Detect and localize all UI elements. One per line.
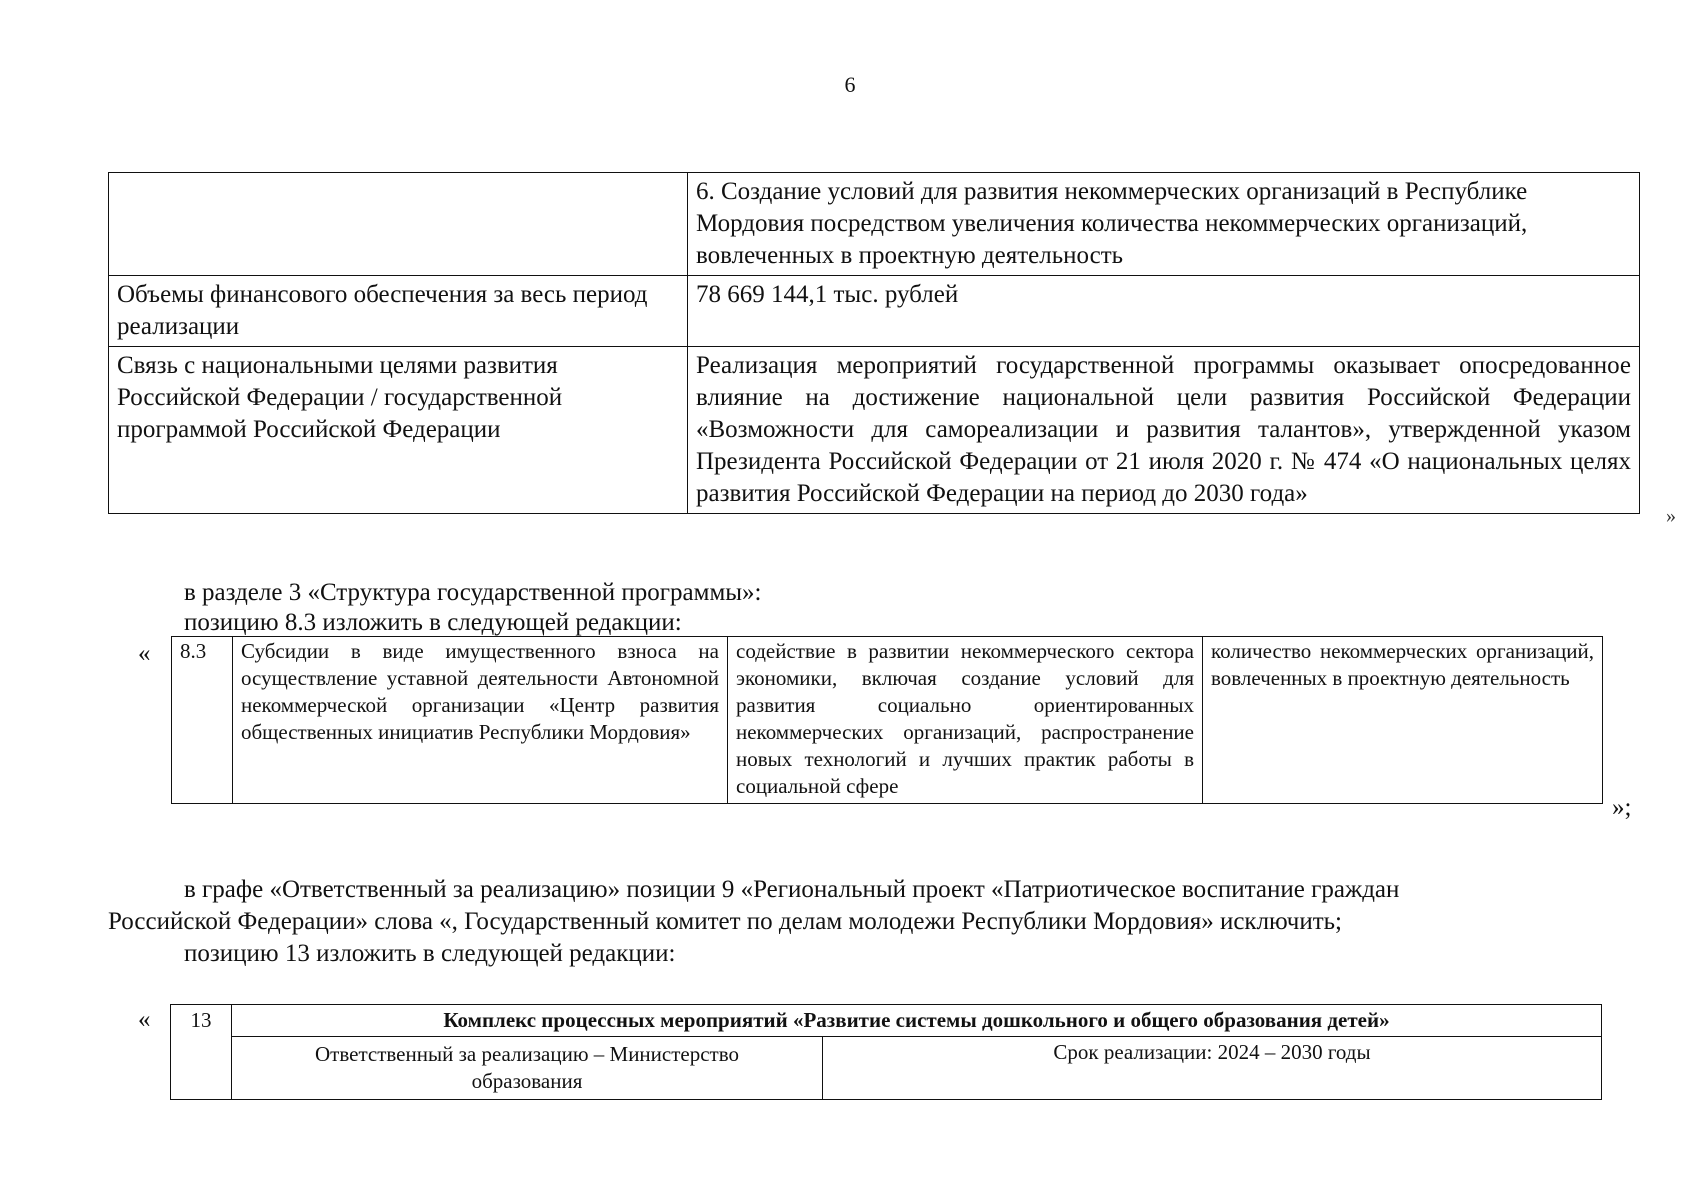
- section3-intro: в разделе 3 «Структура государственной программы»:: [184, 579, 762, 606]
- financing-value: 78 669 144,1 тыс. рублей: [688, 276, 1640, 347]
- table-row: [109, 173, 1640, 276]
- stray-mark: »: [1666, 505, 1676, 527]
- financing-label: Объемы финансового обеспечения за весь период реализации: [109, 276, 688, 347]
- position83-intro: позицию 8.3 изложить в следующей редакции:: [184, 609, 682, 636]
- position-number: 13: [171, 1005, 232, 1037]
- national-goals-label: Связь с национальными целями развития Российской Федерации / государственной программой Российской Федерации: [109, 347, 688, 514]
- paragraph-line2: Российской Федерации» слова «, Государственный комитет по делам молодежи Республики Мордовия» исключить;: [108, 908, 1342, 935]
- page-number: 6: [844, 72, 856, 97]
- table-row: [171, 1005, 1602, 1037]
- position-number: 8.3: [172, 637, 233, 804]
- table-row: [109, 276, 1640, 347]
- passport-table: [108, 172, 1640, 514]
- position-task: содействие в развитии некоммерческого сектора экономики, включая создание условий для развития социально ориентированных некоммерческих организаций, распространение новых технологий и лучших практик работы в социальной сфере: [728, 637, 1203, 804]
- open-quote-13: «: [138, 1006, 151, 1033]
- position-13-table: [170, 1004, 1602, 1100]
- position-responsible: Ответственный за реализацию – Министерство образования: [232, 1037, 823, 1100]
- position-title: Комплекс процессных мероприятий «Развитие системы дошкольного и общего образования детей»: [232, 1005, 1602, 1037]
- paragraph-line1: в графе «Ответственный за реализацию» позиции 9 «Региональный проект «Патриотическое воспитание граждан: [184, 876, 1400, 903]
- position-term: Срок реализации: 2024 – 2030 годы: [823, 1037, 1602, 1100]
- table-row: [172, 637, 1603, 804]
- position-name: Субсидии в виде имущественного взноса на осуществление уставной деятельности Автономной некоммерческой организации «Центр развития общественных инициатив Республики Мордовия»: [233, 637, 728, 804]
- table-row: [171, 1037, 1602, 1100]
- position-8-3-table: [171, 636, 1603, 804]
- empty-cell: [171, 1037, 232, 1100]
- close-quote-83: »;: [1612, 794, 1632, 821]
- position13-intro: позицию 13 изложить в следующей редакции:: [184, 940, 676, 967]
- national-goals-value: Реализация мероприятий государственной программы оказывает опосредованное влияние на достижение национальной цели развития Российской Федерации «Возможности для самореализации и развития талантов», утвержденной указом Президента Российской Федерации от 21 июля 2020 г. № 474 «О национальных целях развития Российской Федерации на период до 2030 года»: [688, 347, 1640, 514]
- passport-row1-label: [109, 173, 688, 276]
- open-quote-83: «: [138, 640, 151, 667]
- passport-goal-6: 6. Создание условий для развития некоммерческих организаций в Республике Мордовия посредством увеличения количества некоммерческих организаций, вовлеченных в проектную деятельность: [688, 173, 1640, 276]
- table-row: [109, 347, 1640, 514]
- position-indicator: количество некоммерческих организаций, вовлеченных в проектную деятельность: [1203, 637, 1603, 804]
